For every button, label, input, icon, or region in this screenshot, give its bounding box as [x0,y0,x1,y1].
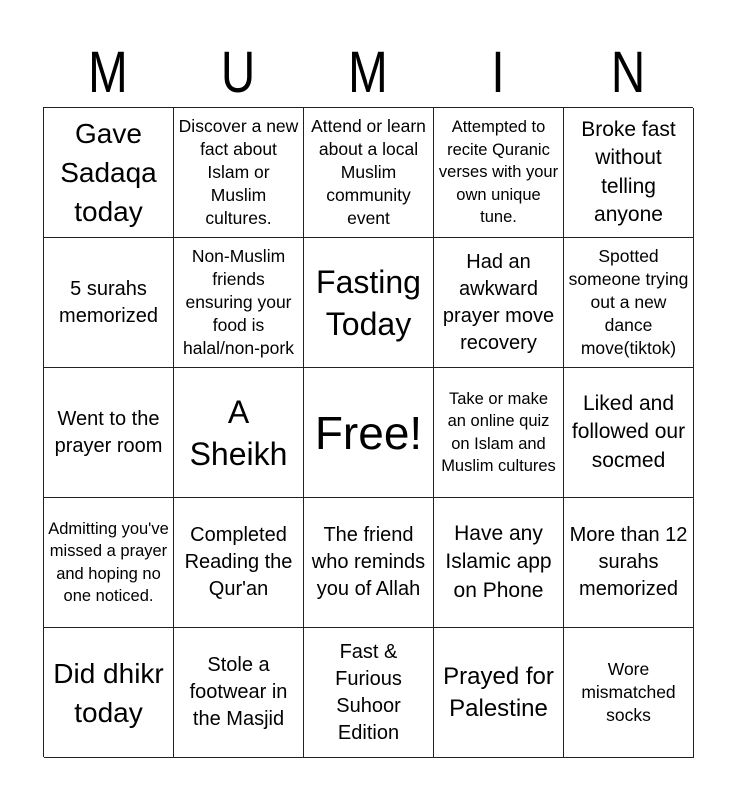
bingo-cell-text: Went to the prayer room [54,407,163,457]
bingo-cell[interactable] [44,108,174,238]
bingo-cell-text: Liked and followed our socmed [571,391,686,472]
bingo-cell-text: Have any Islamic app on Phone [445,521,552,602]
bingo-cell-text: Stole a footwear in the Masjid [189,654,288,730]
bingo-cell-text: Take or make an online quiz on Islam and Muslim cultures [441,389,556,475]
bingo-grid [43,107,693,757]
header-letter-m1: M [88,40,128,105]
bingo-cell-text: Spotted someone trying out a new dance move(tiktok) [568,246,689,358]
bingo-cell[interactable] [44,498,174,628]
bingo-cell-text: Broke fast without telling anyone [581,117,676,226]
bingo-cell[interactable] [44,628,174,758]
header-letter-n: N [610,40,646,105]
bingo-cell-text: Admitting you've missed a prayer and hoping no one noticed. [48,519,169,605]
bingo-cell[interactable] [174,498,304,628]
bingo-cell[interactable] [434,368,564,498]
bingo-cell[interactable] [304,108,434,238]
bingo-cell[interactable] [564,628,694,758]
bingo-cell[interactable] [564,368,694,498]
bingo-cell[interactable] [434,498,564,628]
bingo-cell-text: Fast & Furious Suhoor Edition [335,640,402,744]
bingo-cell-text: Non-Muslim friends ensuring your food is halal/non-pork [183,246,294,358]
bingo-header [43,40,693,106]
bingo-cell-text: Fasting Today [316,263,421,342]
bingo-cell-text: Prayed for Palestine [443,662,554,722]
bingo-cell[interactable] [564,238,694,368]
bingo-cell-text: A Sheikh [189,393,288,472]
bingo-cell[interactable] [304,498,434,628]
bingo-cell-text: Discover a new fact about Islam or Muslim cultures. [178,116,299,228]
bingo-cell[interactable] [434,238,564,368]
bingo-cell[interactable] [564,498,694,628]
bingo-cell[interactable] [174,238,304,368]
bingo-cell[interactable] [44,368,174,498]
bingo-cell-free-space[interactable] [304,368,434,498]
bingo-cell[interactable] [304,238,434,368]
bingo-cell-text: The friend who reminds you of Allah [311,524,426,600]
bingo-cell[interactable] [174,628,304,758]
bingo-cell-text: Free! [314,406,423,459]
bingo-cell[interactable] [434,108,564,238]
bingo-cell-text: Gave Sadaqa today [60,118,157,227]
bingo-cell-text: Attend or learn about a local Muslim community event [311,116,426,228]
header-letter-u: U [220,40,256,105]
bingo-cell[interactable] [304,628,434,758]
bingo-cell[interactable] [434,628,564,758]
bingo-cell-text: More than 12 surahs memorized [569,524,688,600]
bingo-cell[interactable] [564,108,694,238]
bingo-cell[interactable] [44,238,174,368]
header-letter-i: I [491,40,505,105]
bingo-cell-text: Attempted to recite Quranic verses with your own unique tune. [438,118,559,227]
bingo-cell[interactable] [174,108,304,238]
bingo-cell-text: 5 surahs memorized [59,277,158,327]
bingo-cell-text: Did dhikr today [53,657,164,728]
bingo-cell[interactable] [174,368,304,498]
bingo-cell-text: Had an awkward prayer move recovery [442,250,555,354]
bingo-cell-text: Wore mismatched socks [581,659,676,725]
bingo-cell-text: Completed Reading the Qur'an [184,524,293,600]
header-letter-m2: M [348,40,388,105]
